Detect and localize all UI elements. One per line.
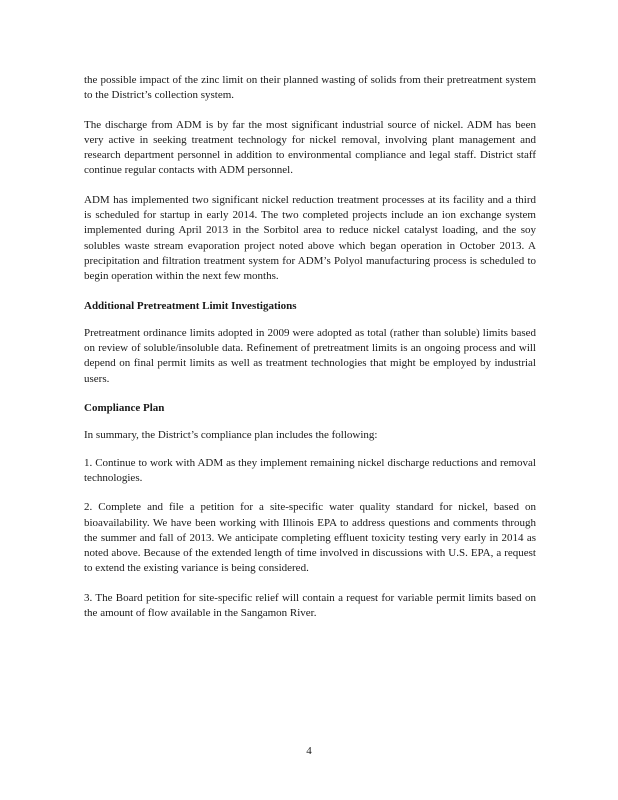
paragraph-adm-discharge: The discharge from ADM is by far the most significant industrial source of nickel. ADM has been very active in seeking treatment technology for nickel removal, involving plant management and research department personnel in addition to environmental compliance and legal staff. District staff continue regular contacts with ADM personnel. xyxy=(84,118,536,177)
list-item: 2. Complete and file a petition for a site-specific water quality standard for nickel, based on bioavailability. We have been working with Illinois EPA to address questions and comments through the summer and fall of 2013. We anticipate completing effluent toxicity testing very early in 2014 as noted above. Because of the extended length of time involved in discussions with U.S. EPA, a request to extend the existing variance is being considered. xyxy=(84,501,536,575)
document-body xyxy=(84,73,536,635)
paragraph-zinc-limit: the possible impact of the zinc limit on their planned wasting of solids from their pretreatment system to the District’s collection system. xyxy=(84,74,536,102)
list-item: 1. Continue to work with ADM as they implement remaining nickel discharge reductions and removal technologies. xyxy=(84,456,536,484)
page-number: 4 xyxy=(306,745,312,757)
paragraph-pretreatment-limits: Pretreatment ordinance limits adopted in 2009 were adopted as total (rather than soluble) limits based on review of soluble/insoluble data. Refinement of pretreatment limits is an ongoing process and will depend on final permit limits as well as treatment technologies that might be employed by industrial users. xyxy=(84,326,536,385)
list-item: 3. The Board petition for site-specific relief will contain a request for variable permit limits based on the amount of flow available in the Sangamon River. xyxy=(84,591,536,620)
paragraph-adm-treatment: ADM has implemented two significant nickel reduction treatment processes at its facility and a third is scheduled for startup in early 2014. The two completed projects include an ion exchange system implemented during April 2013 in the Sorbitol area to reduce nickel catalyst loading, and the soy solubles waste stream evaporation project noted above which began operation in October 2013. A precipitation and filtration treatment system for ADM’s Polyol manufacturing process is scheduled to begin operation within the next few months. xyxy=(84,193,536,283)
paragraph-compliance-intro: In summary, the District’s compliance plan includes the following: xyxy=(84,429,378,442)
heading-compliance-plan: Compliance Plan xyxy=(84,402,165,415)
heading-pretreatment-limits: Additional Pretreatment Limit Investigations xyxy=(84,299,297,312)
